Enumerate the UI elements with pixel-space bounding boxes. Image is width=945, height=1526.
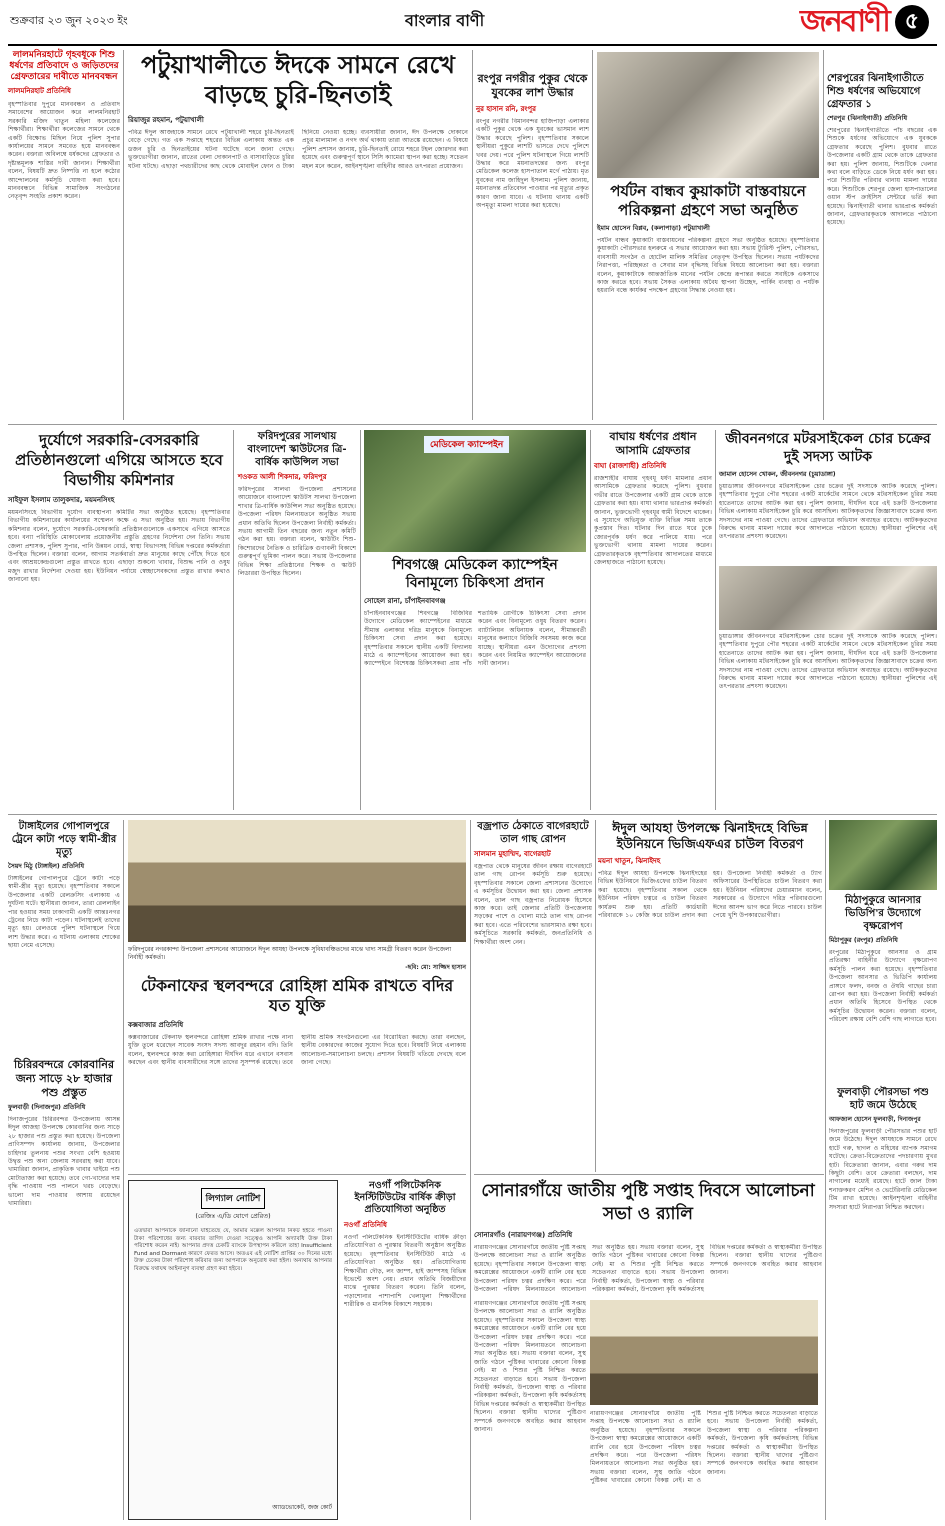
- section-rule: [8, 814, 937, 815]
- article-body: ফরিদপুরের সালথা উপজেলা প্রশাসনের আয়োজনে বাংলাদেশ স্কাউটস সালথা উপজেলা শাখার ত্রি-বার্ষিক কাউন্সিল সভা অনুষ্ঠিত হয়েছে। উপজেলা পরিষদ মিলনায়তনে অনুষ্ঠিত সভায় প্রধান অতিথি ছিলেন উপজেলা নির্বাহী কর্মকর্তা। সভায় আগামী তিন বছরের জন্য নতুন কমিটি গঠন করা হয়। বক্তারা বলেন, স্কাউটিং শিশু-কিশোরদের নৈতিক ও চারিত্রিক গুণাবলী বিকাশে গুরুত্বপূর্ণ ভূমিকা পালন করে। সভায় উপজেলার বিভিন্ন শিক্ষা প্রতিষ্ঠানের শিক্ষক ও স্কাউট লিডাররা উপস্থিত ছিলেন।: [238, 486, 356, 578]
- headline: বজ্রপাত ঠেকাতে বাগেরহাটে তাল গাছ রোপন: [477, 821, 589, 845]
- divider: [825, 820, 826, 1520]
- article-body: ময়মনসিংহে বিভাগীয় দুর্যোগ ব্যবস্থাপনা কমিটির সভা অনুষ্ঠিত হয়েছে। বৃহস্পতিবার বিভাগীয় কমিশনারের কার্যালয়ের সম্মেলন কক্ষে এ সভা অনুষ্ঠিত হয়। সভায় বিভাগীয় কমিশনার বলেন, দুর্যোগে সরকারি-বেসরকারি প্রতিষ্ঠানগুলোকে একসাথে এগিয়ে আসতে হবে। বন্যা পরিস্থিতি মোকাবেলায় প্রয়োজনীয় প্রস্তুতি গ্রহণের নির্দেশনা দেন তিনি। সভায় জেলা প্রশাসক, পুলিশ সুপার, পানি উন্নয়ন বোর্ড, স্বাস্থ্য বিভাগসহ বিভিন্ন দপ্তরের কর্মকর্তারা উপস্থিত ছিলেন। বক্তারা বলেন, আগাম সতর্কবার্তা দ্রুত মানুষের কাছে পৌঁছে দিতে হবে এবং আশ্রয়কেন্দ্রগুলো প্রস্তুত রাখতে হবে। এছাড়া শুকনো খাবার, বিশুদ্ধ পানি ও ওষুধ মজুদ রাখার নির্দেশনা দেওয়া হয়। ইউনিয়ন পর্যায়ে স্বেচ্ছাসেবকদের প্রস্তুত রাখার কথাও জানানো হয়।: [8, 509, 230, 584]
- legal-notice: [128, 1180, 338, 1520]
- article-body: নারায়ণগঞ্জের সোনারগাঁয়ে জাতীয় পুষ্টি সপ্তাহ উপলক্ষে আলোচনা সভা ও র‍্যালি অনুষ্ঠিত হয়েছে। বৃহস্পতিবার সকালে উপজেলা স্বাস্থ্য কমপ্লেক্সের আয়োজনে একটি র‍্যালি বের হয়ে উপজেলা পরিষদ চত্বর প্রদক্ষিণ করে। পরে উপজেলা পরিষদ মিলনায়তনে আলোচনা সভা অনুষ্ঠিত হয়। সভায় বক্তারা বলেন, সুস্থ জাতি গঠনে পুষ্টিকর খাবারের কোনো বিকল্প নেই। মা ও শিশুর পুষ্টি নিশ্চিত করতে সচেতনতা বাড়াতে হবে। সভায় উপজেলা নির্বাহী কর্মকর্তা, উপজেলা স্বাস্থ্য ও পরিবার পরিকল্পনা কর্মকর্তা, উপজেলা কৃষি কর্মকর্তাসহ বিভিন্ন দপ্তরের কর্মকর্তা ও স্বাস্থ্যকর্মীরা উপস্থিত ছিলেন। বক্তারা স্থানীয় খাদ্যের পুষ্টিগুণ সম্পর্কে জনগণকে অবহিত করার আহবান জানান।: [474, 1244, 822, 1294]
- article-patuakhali: [128, 50, 468, 429]
- article-tangail: [8, 820, 120, 1055]
- article-body: বজ্রপাত থেকে মানুষের জীবন রক্ষায় বাগেরহাটে তাল গাছ রোপন কর্মসূচি শুরু হয়েছে। বৃহস্পতিবার সকালে জেলা প্রশাসনের উদ্যোগে এ কর্মসূচির উদ্বোধন করা হয়। জেলা প্রশাসক বলেন, তাল গাছ বজ্রপাত নিরোধক হিসেবে কাজ করে। তাই জেলার প্রতিটি উপজেলায় সড়কের পাশে ও খোলা মাঠে তাল গাছ রোপন করা হবে। এতে পরিবেশের ভারসাম্যও রক্ষা হবে। কর্মসূচিতে সরকারি কর্মকর্তা, জনপ্রতিনিধি ও শিক্ষার্থীরা অংশ নেন।: [474, 863, 592, 946]
- article-body: রাজশাহীর বাঘায় গৃহবধূ ধর্ষণ মামলার প্রধান আসামিকে গ্রেফতার করেছে পুলিশ। বুধবার গভীর রাতে উপজেলার একটি গ্রাম থেকে তাকে গ্রেফতার করা হয়। বাঘা থানার ভারপ্রাপ্ত কর্মকর্তা জানান, ভুক্তভোগী গৃহবধূর স্বামী বিদেশে থাকেন। এ সুযোগে অভিযুক্ত ব্যক্তি বিভিন্ন সময় তাকে কুপ্রস্তাব দিত। ঘটনার দিন রাতে ঘরে ঢুকে জোরপূর্বক ধর্ষণ করে পালিয়ে যায়। পরে ভুক্তভোগী থানায় মামলা দায়ের করেন। গ্রেফতারকৃতকে বৃহস্পতিবার আদালতের মাধ্যমে জেলহাজতে পাঠানো হয়েছে।: [594, 475, 712, 567]
- notice-signature: অ্যাডভোকেট, জজ কোর্ট: [272, 1504, 332, 1511]
- article-baghmara: [594, 430, 712, 785]
- photo-credit: -ছবি: মো: সাজ্জিদ হাসান: [405, 964, 466, 971]
- article-rangpur: [476, 72, 589, 403]
- article-jhenaidah: [598, 820, 822, 1170]
- byline: জামাল হোসেন খোকন, জীবননগর (চুয়াডাঙ্গা): [719, 471, 836, 478]
- article-body-cont: নারায়ণগঞ্জের সোনারগাঁয়ে জাতীয় পুষ্টি সপ্তাহ উপলক্ষে আলোচনা সভা ও র‍্যালি অনুষ্ঠিত হয়েছে। বৃহস্পতিবার সকালে উপজেলা স্বাস্থ্য কমপ্লেক্সের আয়োজনে একটি র‍্যালি বের হয়ে উপজেলা পরিষদ চত্বর প্রদক্ষিণ করে। পরে উপজেলা পরিষদ মিলনায়তনে আলোচনা সভা অনুষ্ঠিত হয়। সভায় বক্তারা বলেন, সুস্থ জাতি গঠনে পুষ্টিকর খাবারের কোনো বিকল্প নেই। মা ও শিশুর পুষ্টি নিশ্চিত করতে সচেতনতা বাড়াতে হবে। সভায় উপজেলা নির্বাহী কর্মকর্তা, উপজেলা স্বাস্থ্য ও পরিবার পরিকল্পনা কর্মকর্তা, উপজেলা কৃষি কর্মকর্তাসহ বিভিন্ন দপ্তরের কর্মকর্তা ও স্বাস্থ্যকর্মীরা উপস্থিত ছিলেন। বক্তারা স্থানীয় খাদ্যের পুষ্টিগুণ সম্পর্কে জনগণকে অবহিত করার আহবান জানান।: [474, 1300, 586, 1434]
- article-body-cont: চুয়াডাঙ্গার জীবননগরে মটরসাইকেল চোর চক্রের দুই সদস্যকে আটক করেছে পুলিশ। বৃহস্পতিবার দুপুরে পৌর শহরের একটি মার্কেটের সামনে থেকে মটরসাইকেল চুরির সময় হাতেনাতে তাদের আটক করা হয়। পুলিশ জানায়, দীর্ঘদিন ধরে এই চক্রটি উপজেলার বিভিন্ন এলাকায় মটরসাইকেল চুরি করে আসছিল। আটককৃতদের জিজ্ঞাসাবাদে চক্রের অন্য সদস্যদের নাম পাওয়া গেছে। তাদের গ্রেফতারে অভিযান অব্যাহত রয়েছে। আটককৃতদের বিরুদ্ধে থানায় মামলা দায়ের করে আদালতে পাঠানো হয়েছে। স্থানীয়রা পুলিশের এই তৎপরতার প্রশংসা করেছেন।: [719, 633, 937, 691]
- headline: সোনারগাঁয়ে জাতীয় পুষ্টি সপ্তাহ দিবসে আলোচনা সভা ও র‍্যালি: [481, 1181, 815, 1224]
- article-body-cont2: নারায়ণগঞ্জের সোনারগাঁয়ে জাতীয় পুষ্টি সপ্তাহ উপলক্ষে আলোচনা সভা ও র‍্যালি অনুষ্ঠিত হয়েছে। বৃহস্পতিবার সকালে উপজেলা স্বাস্থ্য কমপ্লেক্সের আয়োজনে একটি র‍্যালি বের হয়ে উপজেলা পরিষদ চত্বর প্রদক্ষিণ করে। পরে উপজেলা পরিষদ মিলনায়তনে আলোচনা সভা অনুষ্ঠিত হয়। সভায় বক্তারা বলেন, সুস্থ জাতি গঠনে পুষ্টিকর খাবারের কোনো বিকল্প নেই। মা ও শিশুর পুষ্টি নিশ্চিত করতে সচেতনতা বাড়াতে হবে। সভায় উপজেলা নির্বাহী কর্মকর্তা, উপজেলা স্বাস্থ্য ও পরিবার পরিকল্পনা কর্মকর্তা, উপজেলা কৃষি কর্মকর্তাসহ বিভিন্ন দপ্তরের কর্মকর্তা ও স্বাস্থ্যকর্মীরা উপস্থিত ছিলেন। বক্তারা স্থানীয় খাদ্যের পুষ্টিগুণ সম্পর্কে জনগণকে অবহিত করার আহবান জানান।: [590, 1410, 818, 1485]
- issue-date: শুক্রবার ২৩ জুন ২০২৩ ইং: [10, 14, 128, 27]
- notice-title: লিগ্যাল নোটিশ: [201, 1188, 266, 1209]
- byline: আফজাল হোসেন ফুলবাড়ী, দিনাজপুর: [829, 1116, 921, 1123]
- kuakata-meeting-photo: [597, 52, 819, 178]
- section-rule: [474, 1174, 824, 1175]
- byline: সোহেল রানা, চাঁপাইনবাবগঞ্জ: [364, 597, 446, 605]
- byline: সালমান মুহাম্মিদ, বাগেরহাট: [474, 850, 551, 858]
- notice-body: এতদ্বারা আপনাকে জানানো যাইতেছে যে, আমার মক্কেল আপনার নিকট হইতে পাওনা টাকা পরিশোধের জন্য বারবার তাগিদ দেওয়া সত্ত্বেও আপনি অদ্যাবধি উক্ত টাকা পরিশোধ করেন নাই। আপনার প্রদত্ত চেকটি ব্যাংকে উপস্থাপন করিলে তাহা Insufficient Fund and Dormant কারণে ফেরত আসে। অতএব এই নোটিশ প্রাপ্তির ৩০ দিনের মধ্যে উক্ত চেকের টাকা পরিশোধ করিবার জন্য আপনাকে অনুরোধ করা হইল। অন্যথায় আপনার বিরুদ্ধে যথাযথ আইনানুগ ব্যবস্থা গ্রহণ করা হইবে।: [134, 1228, 332, 1272]
- headline: টাঙ্গাইলের গোপালপুরে ট্রেনে কাটা পড়ে স্বামী-স্ত্রীর মৃত্যু: [11, 821, 117, 858]
- byline: নুর হাসান রনি, রংপুর: [476, 105, 537, 113]
- byline: ময়না খাতুন, ঝিনাইদহ: [598, 857, 661, 865]
- article-body: দিনাজপুরের চিরিরবন্দর উপজেলায় আসন্ন ঈদুল আজহা উপলক্ষে কোরবানির জন্য সাড়ে ২৮ হাজার পশু প্রস্তুত করা হয়েছে। উপজেলা প্রাণিসম্পদ কার্যালয় জানায়, উপজেলার চাহিদার তুলনায় পশুর সংখ্যা বেশি হওয়ায় উদ্বৃত্ত পশু অন্য জেলায় সরবরাহ করা যাবে। খামারিরা জানান, প্রাকৃতিক খাবার খাইয়ে পশু মোটাতাজা করা হয়েছে। তবে গো-খাদ্যের দাম বৃদ্ধি পাওয়ায় পশু পালনে খরচ বেড়েছে। ভালো দাম পাওয়ার আশায় রয়েছেন খামারিরা।: [8, 1116, 120, 1208]
- article-body: রংপুরের মিঠাপুকুরে আনসার ও গ্রাম প্রতিরক্ষা বাহিনীর উদ্যোগে বৃক্ষরোপণ কর্মসূচি পালন করা হয়েছে। বৃহস্পতিবার উপজেলা আনসার ও ভিডিপি কার্যালয় প্রাঙ্গণে ফলদ, বনজ ও ঔষধি গাছের চারা রোপন করা হয়। উপজেলা নির্বাহী কর্মকর্তা প্রধান অতিথি হিসেবে উপস্থিত থেকে কর্মসূচির উদ্বোধন করেন। বক্তারা বলেন, পরিবেশ রক্ষায় বেশি বেশি গাছ লাগাতে হবে।: [829, 949, 937, 1024]
- article-body: পর্যটন বান্ধব কুয়াকাটা বাস্তবায়নের পরিকল্পনা গ্রহণে সভা অনুষ্ঠিত হয়েছে। বৃহস্পতিবার কুয়াকাটা পৌরসভার হলরুমে এ সভার আয়োজন করা হয়। সভায় ট্যুরিস্ট পুলিশ, পৌরসভা, ব্যবসায়ী সংগঠন ও হোটেল মালিক সমিতির নেতৃবৃন্দ উপস্থিত ছিলেন। সভায় পর্যটকদের নিরাপত্তা, পরিচ্ছন্নতা ও সেবার মান বৃদ্ধিসহ বিভিন্ন বিষয়ে আলোচনা করা হয়। বক্তারা বলেন, কুয়াকাটাকে আন্তর্জাতিক মানের পর্যটন কেন্দ্রে রূপান্তর করতে সবাইকে একসাথে কাজ করতে হবে। সভায় সৈকত এলাকায় অবৈধ স্থাপনা উচ্ছেদ, পার্কিং ব্যবস্থা ও পর্যটক হয়রানি বন্ধে কার্যকর পদক্ষেপ গ্রহণের সিদ্ধান্ত নেওয়া হয়।: [597, 237, 819, 295]
- byline: সোনারগাঁও (নারায়ণগঞ্জ) প্রতিনিধি: [474, 1231, 573, 1239]
- article-kuakata: [597, 182, 819, 405]
- paper-name: বাংলার বাণী: [405, 11, 485, 30]
- divider: [592, 50, 593, 420]
- camp-banner: মেডিকেল ক্যাম্পেইন: [424, 436, 509, 453]
- article-jibannagar: [719, 430, 937, 743]
- medical-camp-photo: [364, 430, 586, 552]
- article-body: শেরপুরের ঝিনাইগাতীতে পাঁচ বছরের এক শিশুকে ধর্ষণের অভিযোগে এক যুবককে গ্রেফতার করেছে পুলিশ। বুধবার রাতে উপজেলার একটি গ্রাম থেকে তাকে গ্রেফতার করা হয়। পুলিশ জানায়, শিশুটিকে খেলার কথা বলে বাড়িতে ডেকে নিয়ে ধর্ষণ করা হয়। পরে শিশুটির পরিবার থানায় মামলা দায়ের করে। শিশুটিকে শেরপুর জেলা হাসপাতালের ওয়ান স্টপ ক্রাইসিস সেন্টারে ভর্তি করা হয়েছে। ঝিনাইগাতী থানার ভারপ্রাপ্ত কর্মকর্তা জানান, গ্রেফতারকৃতকে আদালতে পাঠানো হয়েছে।: [827, 127, 937, 227]
- headline: টেকনাফের স্থলবন্দরে রোহিঙ্গা শ্রমিক রাখতে বদির যত যুক্তি: [140, 976, 454, 1015]
- article-phulbari: [829, 1086, 937, 1493]
- article-body: দিনাজপুরের ফুলবাড়ী পৌরসভার পশুর হাট জমে উঠেছে। ঈদুল আযহাকে সামনে রেখে হাটে গরু, ছাগল ও মহিষের ব্যাপক সমাগম ঘটেছে। ক্রেতা-বিক্রেতাদের পদচারণায় মুখর হাট। বিক্রেতারা জানান, এবার গরুর দাম কিছুটা বেশি। তবে ক্রেতারা বলছেন, দাম নাগালের মধ্যেই রয়েছে। হাটে জাল টাকা শনাক্তকরণ মেশিন ও ভেটেরিনারি মেডিকেল টিম রাখা হয়েছে। আইনশৃঙ্খলা বাহিনীর সদস্যরা হাটে নিরাপত্তা নিশ্চিত করছেন।: [829, 1128, 937, 1211]
- headline: ঈদুল আযহা উপলক্ষে ঝিনাইদহে বিভিন্ন ইউনিয়নে ভিজিএফএর চাউল বিতরণ: [612, 820, 808, 851]
- divider: [595, 820, 596, 1172]
- divider: [123, 820, 124, 1520]
- sonargaon-meeting-photo: [590, 1300, 818, 1405]
- arrested-photo: [719, 566, 937, 630]
- logo-text: জনবাণী: [800, 3, 889, 39]
- byline: ইমাম হোসেন বিপ্লব, (কলাপাড়া) পটুয়াখালী: [597, 224, 710, 232]
- byline: লালমনিরহাট প্রতিনিধি: [8, 87, 71, 95]
- article-body: পবিত্র ঈদুল আযহা উপলক্ষে ঝিনাইদহের বিভিন্ন ইউনিয়নে ভিজিএফের চাউল বিতরণ করা হয়েছে। বৃহস্পতিবার সকাল থেকে ইউনিয়ন পরিষদ চত্বরে এ চাউল বিতরণ কার্যক্রম শুরু হয়। প্রতিটি কার্ডধারী পরিবারকে ১০ কেজি করে চাউল প্রদান করা হয়। উপজেলা নির্বাহী কর্মকর্তা ও ট্যাগ অফিসারের উপস্থিতিতে চাউল বিতরণ করা হয়। ইউনিয়ন পরিষদের চেয়ারম্যান বলেন, সরকারের এ উদ্যোগে দরিদ্র পরিবারগুলো ঈদের আনন্দ ভাগ করে নিতে পারবে। চাউল পেয়ে খুশি উপকারভোগীরা।: [598, 870, 822, 920]
- photo-caption: ফরিদপুরের নগরকান্দা উপজেলা প্রশাসনের আয়োজনে ঈদুল আযহা উপলক্ষে সুবিধাবঞ্চিতদের মাঝে খাদ্য সামগ্রী বিতরণ করেন উপজেলা নির্বাহী কর্মকর্তা।: [128, 946, 452, 961]
- headline: শেরপুরের ঝিনাইগাতীতে শিশু ধর্ষণের অভিযোগে গ্রেফতার ১: [827, 73, 924, 110]
- byline: শেরপুর (ঝিনাইগাতী) প্রতিনিধি: [827, 114, 908, 122]
- article-faridpur-scouts: [238, 430, 356, 791]
- byline: নওগাঁ প্রতিনিধি: [344, 1221, 387, 1229]
- headline: মিঠাপুকুরে আনসার ভিডিপি'র উদ্যোগে বৃক্ষরোপণ: [844, 895, 922, 932]
- headline: পটুয়াখালীতে ঈদকে সামনে রেখে বাড়ছে চুরি-ছিনতাই: [141, 51, 455, 109]
- article-body: পবিত্র ঈদুল আজহাকে সামনে রেখে পটুয়াখালী শহরে চুরি-ছিনতাই বেড়ে গেছে। গত এক সপ্তাহে শহরের বিভিন্ন এলাকায় অন্তত এক ডজন চুরি ও ছিনতাইয়ের ঘটনা ঘটেছে বলে জানা গেছে। ভুক্তভোগীরা জানান, রাতের বেলা দোকানপাট ও বাসাবাড়িতে চুরির ঘটনা ঘটছে। এছাড়া পথচারীদের কাছ থেকে মোবাইল ফোন ও টাকা ছিনিয়ে নেওয়া হচ্ছে। ব্যবসায়ীরা জানান, ঈদ উপলক্ষে দোকানে প্রচুর মালামাল ও নগদ অর্থ থাকায় তারা আতঙ্কে রয়েছেন। এ বিষয়ে পুলিশ প্রশাসন জানায়, চুরি-ছিনতাই রোধে শহরে টহল জোরদার করা হয়েছে এবং গুরুত্বপূর্ণ স্থানে সিসি ক্যামেরা স্থাপন করা হচ্ছে। সচেতন মহল মনে করেন, আইনশৃঙ্খলা বাহিনীর আরও তৎপরতা প্রয়োজন।: [128, 129, 468, 170]
- section-rule: [8, 424, 937, 425]
- article-mithapukur: [829, 894, 937, 1099]
- article-body: নওগাঁ পলিটেকনিক ইনস্টিটিউটের বার্ষিক ক্রীড়া প্রতিযোগিতা ও পুরস্কার বিতরণী অনুষ্ঠান অনুষ্ঠিত হয়েছে। বৃহস্পতিবার ইনস্টিটিউট মাঠে এ প্রতিযোগিতা অনুষ্ঠিত হয়। প্রতিযোগিতায় শিক্ষার্থীরা দৌড়, লং জাম্প, হাই জাম্পসহ বিভিন্ন ইভেন্টে অংশ নেয়। প্রধান অতিথি বিজয়ীদের মাঝে পুরস্কার বিতরণ করেন। তিনি বলেন, পড়াশোনার পাশাপাশি খেলাধুলা শিক্ষার্থীদের শারীরিক ও মানসিক বিকাশে সহায়ক।: [344, 1234, 466, 1309]
- notice-subtitle: (রেজিঃ এ/ডি যোগে প্রেরিত): [195, 1212, 271, 1220]
- byline: সৈয়দ মিঠু (টাঙ্গাইল) প্রতিনিধি: [8, 863, 85, 870]
- divider: [123, 50, 124, 420]
- byline: মিঠাপুকুর (রংপুর) প্রতিনিধি: [829, 937, 898, 944]
- article-chirirbandar: [8, 1058, 120, 1511]
- headline: পর্যটন বান্ধব কুয়াকাটা বাস্তবায়নে পরিকল্পনা গ্রহণে সভা অনুষ্ঠিত: [610, 182, 806, 219]
- tree-plantation-photo: [829, 820, 937, 890]
- headline: বাঘায় ধর্ষণের প্রধান আসামি গ্রেফতার: [609, 430, 697, 457]
- divider: [233, 430, 234, 810]
- byline: সাইফুল ইসলাম তালুকদার, ময়মনসিংহ: [8, 496, 115, 504]
- headline: ফরিদপুরের সালথায় বাংলাদেশ স্কাউটসের ত্রি-বার্ষিক কাউন্সিল সভা: [247, 431, 347, 468]
- byline: ফুলবাড়ী (দিনাজপুর) প্রতিনিধি: [8, 1104, 86, 1111]
- headline: নওগাঁ পলিটেকনিক ইনস্টিটিউটের বার্ষিক ক্রীড়া প্রতিযোগিতা অনুষ্ঠিত: [354, 1180, 456, 1215]
- article-body: কক্সবাজারের টেকনাফ স্থলবন্দরে রোহিঙ্গা শ্রমিক রাখার পক্ষে নানা যুক্তি তুলে ধরেছেন সাবেক সংসদ সদস্য আবদুর রহমান বদি। তিনি বলেন, স্থলবন্দরে কাজ করা রোহিঙ্গারা দীর্ঘদিন ধরে এখানে বসবাস করছেন এবং স্থানীয় ব্যবসায়ীদের সঙ্গে তাদের সুসম্পর্ক রয়েছে। তবে স্থানীয় শ্রমিক সংগঠনগুলো এর বিরোধিতা করছে। তারা বলছেন, স্থানীয় বেকারদের কাজের সুযোগ দিতে হবে। বিষয়টি নিয়ে এলাকায় আলোচনা-সমালোচনা চলছে। প্রশাসন বিষয়টি খতিয়ে দেখছে বলে জানা গেছে।: [128, 1034, 466, 1067]
- divider: [470, 820, 471, 1520]
- headline: দুর্যোগে সরকারি-বেসরকারি প্রতিষ্ঠানগুলো এগিয়ে আসতে হবে বিভাগীয় কমিশনার: [15, 431, 223, 489]
- divider: [823, 50, 824, 420]
- divider: [590, 430, 591, 810]
- divider: [472, 50, 473, 420]
- article-naogaon: [344, 1180, 466, 1514]
- article-bagerhat: [474, 820, 592, 1183]
- article-disaster: [8, 430, 230, 801]
- article-medical: [364, 556, 586, 810]
- divider: [360, 430, 361, 810]
- header-rule: [8, 44, 937, 46]
- page-number: ৫: [895, 5, 929, 39]
- article-lalmonirhat: [8, 50, 120, 413]
- divider: [715, 430, 716, 810]
- article-body: টাঙ্গাইলের গোপালপুরে ট্রেনে কাটা পড়ে স্বামী-স্ত্রীর মৃত্যু হয়েছে। বৃহস্পতিবার সকালে উপজেলার একটি রেলক্রসিং এলাকায় এ দুর্ঘটনা ঘটে। স্থানীয়রা জানান, তারা রেললাইন পার হওয়ার সময় ঢাকাগামী একটি আন্তঃনগর ট্রেনের নিচে কাটা পড়েন। ঘটনাস্থলেই তাদের মৃত্যু হয়। রেলওয়ে পুলিশ ঘটনাস্থলে গিয়ে লাশ উদ্ধার করে। এ ঘটনায় এলাকায় শোকের ছায়া নেমে এসেছে।: [8, 875, 120, 950]
- headline: শিবগঞ্জে মেডিকেল ক্যাম্পেইন বিনামূল্যে চিকিৎসা প্রদান: [392, 557, 558, 591]
- headline: লালমনিরহাটে গৃহবধূকে শিশু ধর্ষণের প্রতিবাদে ও জড়িতদের গ্রেফতারের দাবীতে মানববন্ধন: [9, 50, 119, 82]
- byline: শওকত আলী শিকদার, ফরিদপুর: [238, 473, 327, 481]
- section-rule: [128, 1174, 466, 1175]
- article-body: বৃহস্পতিবার দুপুরে মানববন্ধন ও প্রতিবাদ সমাবেশের আয়োজন করে লালমনিরহাট সরকারি মজিদ খাতুন মহিলা কলেজের শিক্ষার্থীরা। শিক্ষার্থীরা কলেজের সামনে থেকে একটি বিক্ষোভ মিছিল নিয়ে পুলিশ সুপার কার্যালয়ের সামনে সমবেত হয়ে মানববন্ধন করেন। বক্তারা অবিলম্বে ধর্ষকদের গ্রেফতার ও দৃষ্টান্তমূলক শাস্তির দাবী জানান। শিক্ষার্থীরা বলেন, বিষয়টি দ্রুত নিষ্পত্তি না হলে কঠোর আন্দোলনের কর্মসূচি ঘোষণা করা হবে। মানববন্ধনে বিভিন্ন সামাজিক সংগঠনের নেতৃবৃন্দ সংহতি প্রকাশ করেন।: [8, 101, 120, 201]
- headline: জীবননগরে মটরসাইকেল চোর চক্রের দুই সদস্য আটক: [725, 431, 931, 465]
- headline: রংপুর নগরীর পুকুর থেকে যুবকের লাশ উদ্ধার: [477, 72, 588, 99]
- headline: চিরিরবন্দরে কোরবানির জন্য সাড়ে ২৮ হাজার পশু প্রস্তুত: [13, 1058, 115, 1099]
- article-sherpur: [827, 72, 937, 422]
- article-body: রংপুর নগরীর বিমানবন্দর হাজিপাড়া এলাকার একটি পুকুর থেকে এক যুবকের ভাসমান লাশ উদ্ধার করেছে পুলিশ। বৃহস্পতিবার সকালে স্থানীয়রা পুকুরে লাশটি ভাসতে দেখে পুলিশে খবর দেয়। পরে পুলিশ ঘটনাস্থলে গিয়ে লাশটি উদ্ধার করে ময়নাতদন্তের জন্য রংপুর মেডিকেল কলেজ হাসপাতাল মর্গে পাঠায়। মৃত যুবকের নাম জাহিদুল ইসলাম। পুলিশ জানায়, ময়নাতদন্ত প্রতিবেদন পাওয়ার পর মৃত্যুর প্রকৃত কারণ জানা যাবে। এ ঘটনায় থানায় একটি অপমৃত্যু মামলা দায়ের করা হয়েছে।: [476, 118, 589, 210]
- faridpur-distribution-photo: [128, 820, 466, 942]
- article-body: চুয়াডাঙ্গার জীবননগরে মটরসাইকেল চোর চক্রের দুই সদস্যকে আটক করেছে পুলিশ। বৃহস্পতিবার দুপুরে পৌর শহরের একটি মার্কেটের সামনে থেকে মটরসাইকেল চুরির সময় হাতেনাতে তাদের আটক করা হয়। পুলিশ জানায়, দীর্ঘদিন ধরে এই চক্রটি উপজেলার বিভিন্ন এলাকায় মটরসাইকেল চুরি করে আসছিল। আটককৃতদের জিজ্ঞাসাবাদে চক্রের অন্য সদস্যদের নাম পাওয়া গেছে। তাদের গ্রেফতারে অভিযান অব্যাহত রয়েছে। আটককৃতদের বিরুদ্ধে থানায় মামলা দায়ের করে আদালতে পাঠানো হয়েছে। স্থানীয়রা পুলিশের এই তৎপরতার প্রশংসা করেছেন।: [719, 483, 937, 541]
- masthead-logo: [800, 2, 940, 42]
- byline: রিয়াজুর রহমান, পটুয়াখালী: [128, 116, 204, 124]
- article-teknaf: [128, 976, 466, 1174]
- article-sonargaon: [474, 1180, 822, 1304]
- byline: বাঘা (রাজশাহী) প্রতিনিধি: [594, 462, 667, 470]
- headline: ফুলবাড়ী পৌরসভা পশু হাট জমে উঠেছে: [837, 1087, 929, 1111]
- article-body: চাঁপাইনবাবগঞ্জের শিবগঞ্জে বিজিবির উদ্যোগে মেডিকেল ক্যাম্পেইনের মাধ্যমে সীমান্ত এলাকার দরিদ্র মানুষকে বিনামূল্যে চিকিৎসা সেবা প্রদান করা হয়েছে। বৃহস্পতিবার সকালে স্থানীয় একটি বিদ্যালয় মাঠে এ ক্যাম্পেইনের আয়োজন করা হয়। ক্যাম্পেইনে বিশেষজ্ঞ চিকিৎসকরা প্রায় পাঁচ শতাধিক রোগীকে চিকিৎসা সেবা প্রদান করেন এবং বিনামূল্যে ওষুধ বিতরণ করেন। ব্যাটালিয়ন অধিনায়ক বলেন, সীমান্তবর্তী মানুষের কল্যাণে বিজিবি সবসময় কাজ করে যাচ্ছে। স্থানীয়রা এমন উদ্যোগের প্রশংসা করেন এবং নিয়মিত ক্যাম্পেইন আয়োজনের দাবী জানান।: [364, 610, 586, 668]
- byline: কক্সবাজার প্রতিনিধি: [128, 1021, 184, 1029]
